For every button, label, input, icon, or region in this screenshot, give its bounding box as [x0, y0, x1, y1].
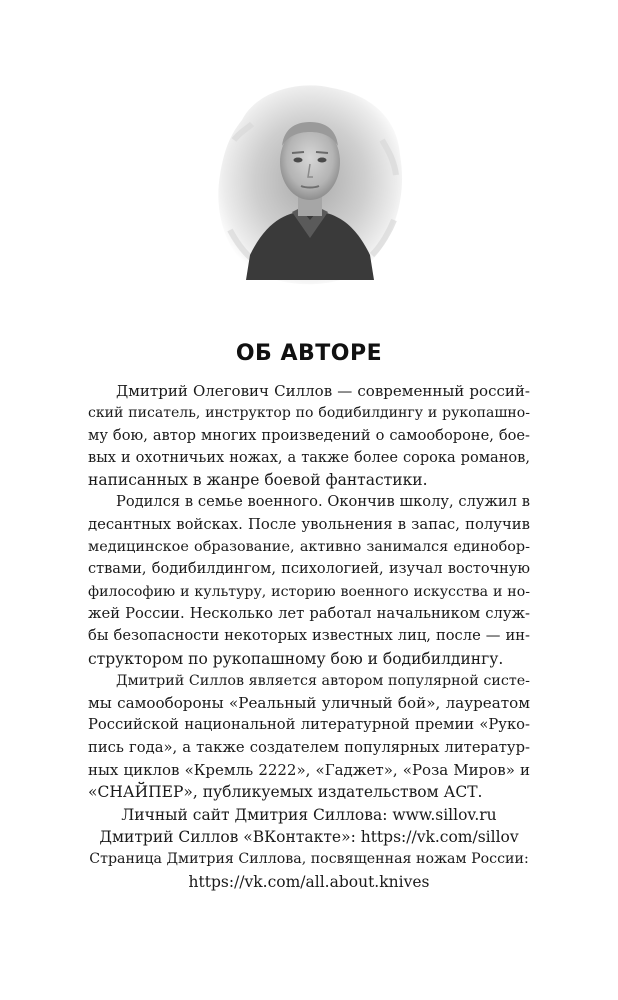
text-line: ствами, бодибилдингом, психологией, изучал восточную [88, 561, 530, 578]
text-line: Дмитрий Олегович Силлов — современный россий- [116, 382, 530, 400]
knives-page-link: https://vk.com/all.about.knives [188, 872, 430, 891]
bio-paragraph-2 [88, 491, 530, 669]
page-title: ОБ АВТОРЕ [235, 341, 383, 366]
text-line: Российской национальной литературной премии «Руко- [88, 716, 530, 734]
text-line: структором по рукопашному бою и бодибилдингу. [88, 649, 504, 668]
text-line: вых и охотничьих ножах, а также более сорока романов, [88, 448, 530, 466]
bio-paragraph-1 [88, 380, 530, 491]
text-line: мы самообороны «Реальный уличный бой», лауреатом [88, 694, 530, 713]
author-portrait [212, 80, 408, 290]
author-portrait-image [212, 80, 408, 290]
text-line: медицинское образование, активно занимался единобор- [88, 539, 530, 556]
text-line: Дмитрий Силлов является автором популярной систе- [116, 672, 530, 689]
text-line: ных циклов «Кремль 2222», «Гаджет», «Роза Миров» и [88, 761, 530, 780]
bio-paragraph-3 [88, 670, 530, 804]
author-links [88, 804, 530, 893]
text-line: «СНАЙПЕР», публикуемых издательством АСТ. [88, 783, 483, 802]
text-line: десантных войсках. После увольнения в запас, получив [88, 515, 530, 533]
text-line: му бою, автор многих произведений о самообороне, бое- [88, 426, 530, 444]
text-line: Родился в семье военного. Окончив школу, служил в [116, 493, 530, 511]
text-line: философию и культуру, историю военного искусства и но- [88, 583, 530, 600]
text-line: написанных в жанре боевой фантастики. [88, 471, 428, 490]
website-link: Личный сайт Дмитрия Силлова: www.sillov.ru [121, 805, 497, 824]
author-bio [88, 380, 530, 893]
text-line: пись года», а также создателем популярных литератур- [88, 738, 530, 756]
vk-link: Дмитрий Силлов «ВКонтакте»: https://vk.com/sillov [99, 827, 519, 846]
text-line: жей России. Несколько лет работал начальником служ- [88, 604, 530, 622]
knives-page-label: Страница Дмитрия Силлова, посвященная ножам России: [89, 851, 529, 868]
text-line: бы безопасности некоторых известных лиц, после — ин- [88, 627, 530, 645]
text-line: ский писатель, инструктор по бодибилдингу и рукопашно- [88, 405, 530, 422]
